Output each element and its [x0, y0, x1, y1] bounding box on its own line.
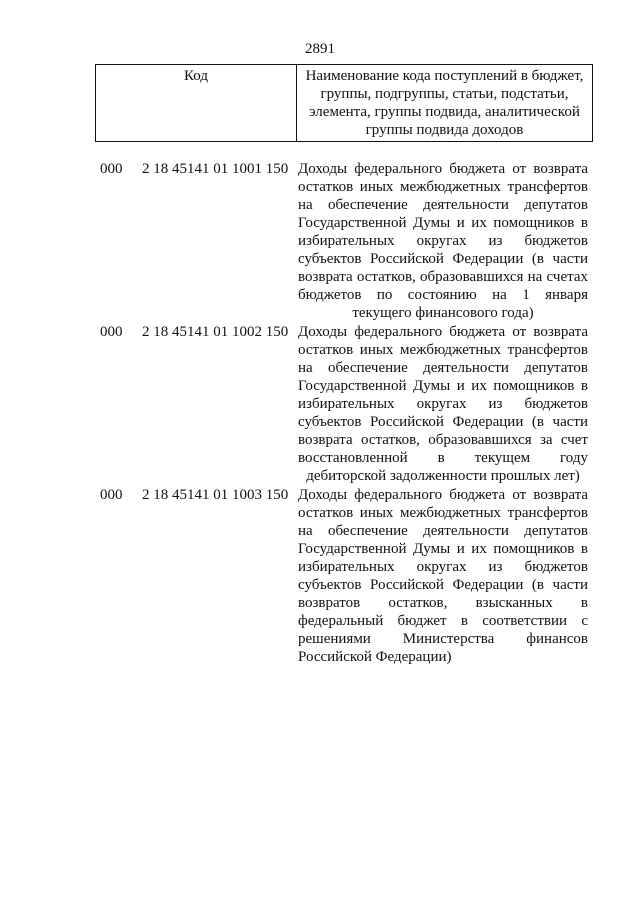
description-line: Государственной Думы и их помощников в	[298, 378, 588, 394]
description-line: остатков иных межбюджетных трансфертов	[298, 505, 588, 521]
entries-list	[100, 160, 592, 666]
column-header-name	[297, 65, 593, 142]
description-line: избирательных округах из бюджетов	[298, 559, 588, 575]
admin-code: 000	[100, 487, 123, 503]
description-line: возвратов остатков, взысканных в	[298, 595, 588, 611]
page-number: 2891	[305, 41, 335, 57]
header-name-line: группы, подгруппы, статьи, подстатьи,	[320, 86, 569, 102]
description-line: возврата остатков, образовавшихся на счетах	[298, 269, 588, 285]
description-line: текущего финансового года)	[352, 305, 534, 321]
description-line: Государственной Думы и их помощников в	[298, 541, 588, 557]
description-line: Государственной Думы и их помощников в	[298, 215, 588, 231]
income-code: 2 18 45141 01 1001 150	[142, 161, 289, 177]
table-row	[100, 323, 592, 485]
table-header	[95, 64, 593, 142]
description-line: Российской Федерации)	[298, 649, 452, 665]
description-line: бюджетов по состоянию на 1 января	[298, 287, 588, 303]
description-line: избирательных округах из бюджетов	[298, 233, 588, 249]
description-line: остатков иных межбюджетных трансфертов	[298, 179, 588, 195]
description-line: избирательных округах из бюджетов	[298, 396, 588, 412]
income-description	[298, 160, 588, 322]
description-line: субъектов Российской Федерации (в части	[298, 577, 588, 593]
description-line: субъектов Российской Федерации (в части	[298, 414, 588, 430]
header-name-line: элемента, группы подвида, аналитической	[309, 104, 580, 120]
table-row	[100, 160, 592, 322]
table-row	[100, 486, 592, 666]
admin-code: 000	[100, 161, 123, 177]
description-line: дебиторской задолженности прошлых лет)	[306, 468, 580, 484]
description-line: Доходы федерального бюджета от возврата	[298, 161, 588, 177]
description-line: решениями Министерства финансов	[298, 631, 588, 647]
description-line: на обеспечение деятельности депутатов	[298, 523, 588, 539]
description-line: на обеспечение деятельности депутатов	[298, 197, 588, 213]
income-description	[298, 486, 588, 666]
description-line: федеральный бюджет в соответствии с	[298, 613, 588, 629]
description-line: субъектов Российской Федерации (в части	[298, 251, 588, 267]
description-line: на обеспечение деятельности депутатов	[298, 360, 588, 376]
income-description	[298, 323, 588, 485]
description-line: остатков иных межбюджетных трансфертов	[298, 342, 588, 358]
description-line: возврата остатков, образовавшихся за счет	[298, 432, 588, 448]
header-name-line: Наименование кода поступлений в бюджет,	[305, 68, 584, 84]
column-header-code: Код	[96, 65, 297, 142]
description-line: восстановленной в текущем году	[298, 450, 588, 466]
admin-code: 000	[100, 324, 123, 340]
income-code: 2 18 45141 01 1003 150	[142, 487, 289, 503]
income-code: 2 18 45141 01 1002 150	[142, 324, 289, 340]
header-name-line: группы подвида доходов	[365, 122, 524, 138]
description-line: Доходы федерального бюджета от возврата	[298, 487, 588, 503]
description-line: Доходы федерального бюджета от возврата	[298, 324, 588, 340]
